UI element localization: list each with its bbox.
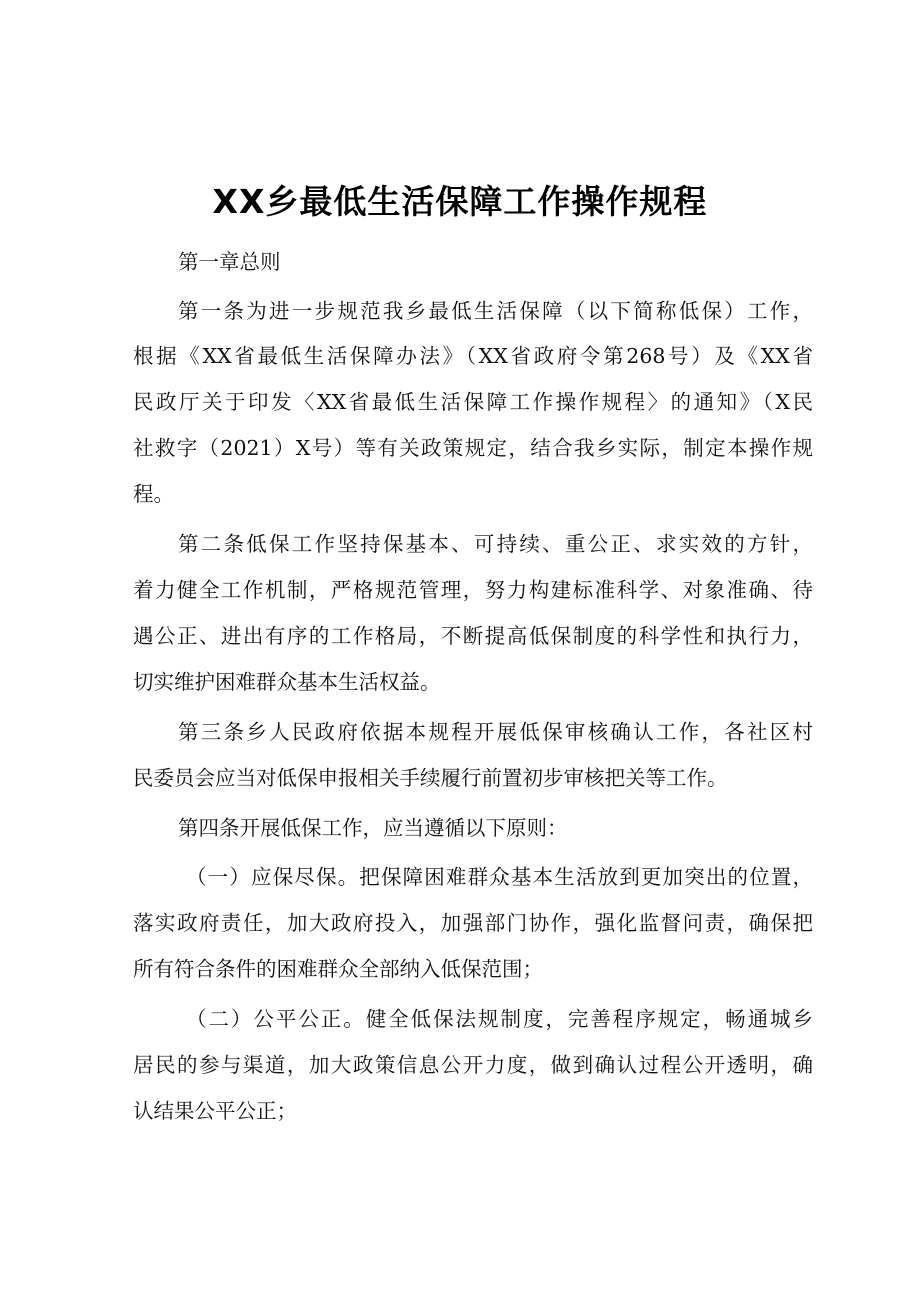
paragraph-line: 遇公正、进出有序的工作格局，不断提高低保制度的科学性和执行力， bbox=[133, 624, 813, 648]
paragraph-line: 第二条低保工作坚持保基本、可持续、重公正、求实效的方针， bbox=[178, 532, 813, 556]
paragraph-line: 所有符合条件的困难群众全部纳入低保范围； bbox=[133, 957, 543, 981]
paragraph-line: 民政厅关于印发〈XX省最低生活保障工作操作规程〉的通知》（X民 bbox=[133, 390, 813, 414]
paragraph-line: （一）应保尽保。把保障困难群众基本生活放到更加突出的位置， bbox=[186, 865, 813, 889]
paragraph-line: 切实维护困难群众基本生活权益。 bbox=[133, 670, 441, 694]
paragraph-line: 第四条开展低保工作，应当遵循以下原则： bbox=[178, 816, 568, 840]
paragraph-line: 第三条乡人民政府依据本规程开展低保审核确认工作，各社区村 bbox=[178, 720, 813, 744]
paragraph-line: 居民的参与渠道，加大政策信息公开力度，做到确认过程公开透明，确 bbox=[133, 1053, 813, 1077]
paragraph-line: 程。 bbox=[133, 482, 174, 506]
paragraph-line: （二）公平公正。健全低保法规制度，完善程序规定，畅通城乡 bbox=[186, 1007, 813, 1031]
document-title: XX乡最低生活保障工作操作规程 bbox=[212, 182, 708, 221]
paragraph-line: 落实政府责任，加大政府投入，加强部门协作，强化监督问责，确保把 bbox=[133, 911, 813, 935]
paragraph-line: 根据《XX省最低生活保障办法》（XX省政府令第268号）及《XX省 bbox=[133, 344, 813, 368]
paragraph-line: 着力健全工作机制，严格规范管理，努力构建标准科学、对象准确、待 bbox=[133, 578, 813, 602]
paragraph-line: 第一条为进一步规范我乡最低生活保障（以下简称低保）工作， bbox=[178, 299, 813, 323]
paragraph-line: 认结果公平公正； bbox=[133, 1099, 297, 1123]
paragraph-line: 社救字（2021）X号）等有关政策规定，结合我乡实际，制定本操作规 bbox=[133, 436, 813, 460]
paragraph-line: 民委员会应当对低保申报相关手续履行前置初步审核把关等工作。 bbox=[133, 766, 728, 790]
chapter-heading: 第一章总则 bbox=[178, 250, 281, 274]
